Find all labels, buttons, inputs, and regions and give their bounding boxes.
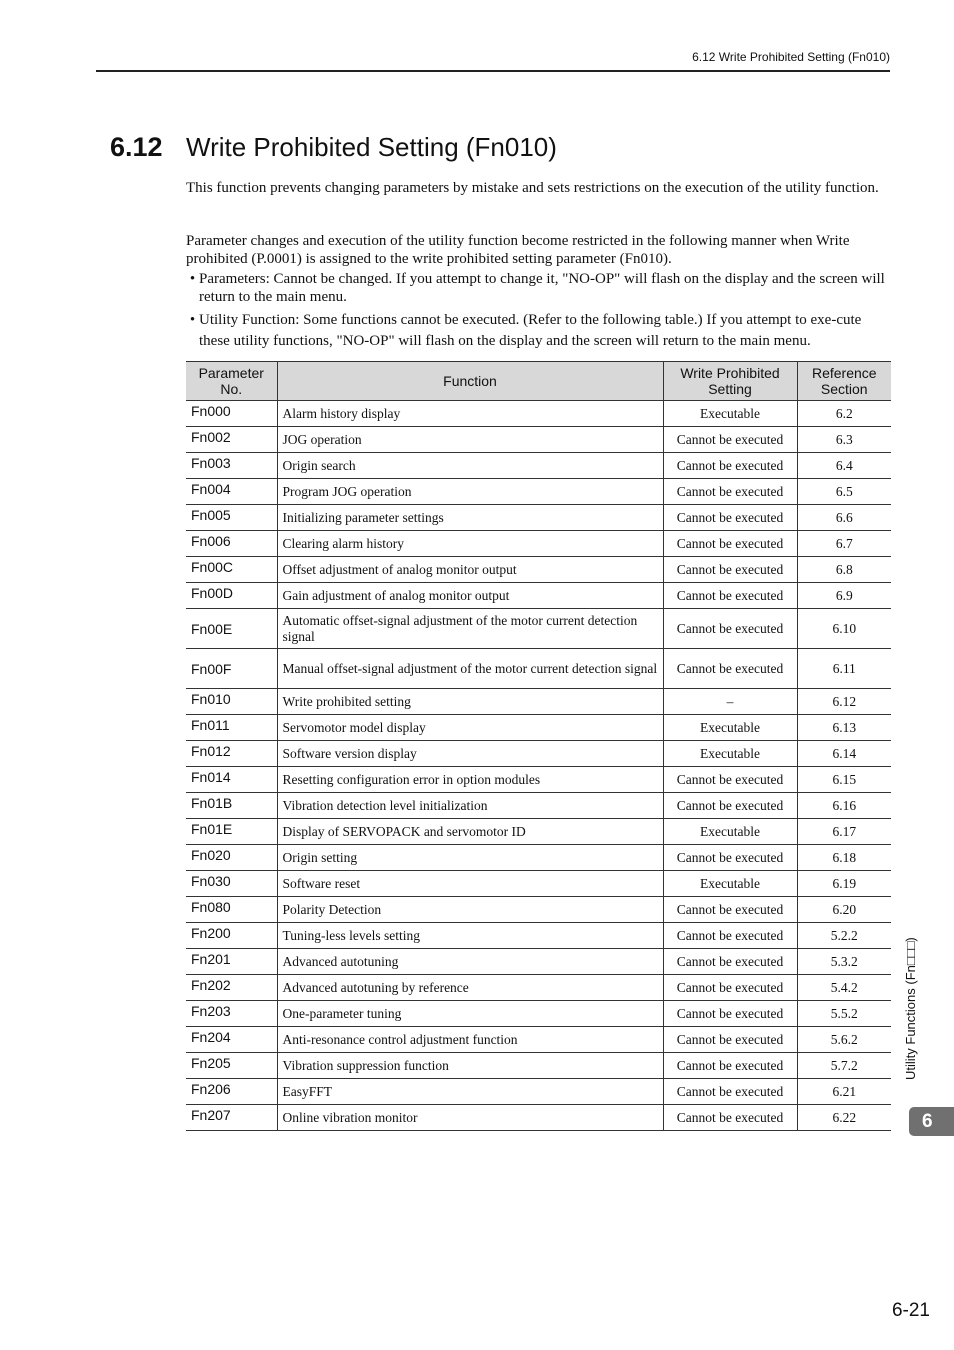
write-prohibited-cell: Cannot be executed xyxy=(663,531,797,557)
parameter-no-cell: Fn00E xyxy=(186,609,277,649)
write-prohibited-cell: Cannot be executed xyxy=(663,897,797,923)
header-rule xyxy=(96,70,890,72)
write-prohibited-cell: Executable xyxy=(663,871,797,897)
parameter-no-cell: Fn00D xyxy=(186,583,277,609)
bullet-text: Utility Function: Some functions cannot be executed. (Refer to the following table.) If you attempt to exe-cute these utility functions, "NO-OP" will flash on the display and the screen will return to the main menu. xyxy=(199,312,862,349)
parameter-no-cell: Fn012 xyxy=(186,741,277,767)
parameter-no-cell: Fn004 xyxy=(186,479,277,505)
header-reference-section: Reference Section xyxy=(797,362,891,401)
write-prohibited-cell: Cannot be executed xyxy=(663,1001,797,1027)
function-cell: Software reset xyxy=(277,871,663,897)
parameter-no-cell: Fn202 xyxy=(186,975,277,1001)
table-row xyxy=(186,531,891,557)
reference-section-cell: 5.3.2 xyxy=(797,949,891,975)
parameter-no-cell: Fn00F xyxy=(186,649,277,689)
function-cell: Software version display xyxy=(277,741,663,767)
table-row xyxy=(186,1105,891,1131)
table-row xyxy=(186,1079,891,1105)
table-row xyxy=(186,897,891,923)
function-cell: Program JOG operation xyxy=(277,479,663,505)
write-prohibited-cell: Cannot be executed xyxy=(663,923,797,949)
function-cell: Vibration suppression function xyxy=(277,1053,663,1079)
table-row xyxy=(186,949,891,975)
table-row xyxy=(186,401,891,427)
function-cell: Origin setting xyxy=(277,845,663,871)
function-cell: Resetting configuration error in option modules xyxy=(277,767,663,793)
table-row xyxy=(186,427,891,453)
write-prohibited-cell: Cannot be executed xyxy=(663,609,797,649)
parameter-no-cell: Fn020 xyxy=(186,845,277,871)
parameter-no-cell: Fn01B xyxy=(186,793,277,819)
reference-section-cell: 6.7 xyxy=(797,531,891,557)
function-cell: Display of SERVOPACK and servomotor ID xyxy=(277,819,663,845)
parameter-no-cell: Fn011 xyxy=(186,715,277,741)
function-cell: Alarm history display xyxy=(277,401,663,427)
function-cell: Automatic offset-signal adjustment of the motor current detection signal xyxy=(277,609,663,649)
reference-section-cell: 6.5 xyxy=(797,479,891,505)
parameter-no-cell: Fn205 xyxy=(186,1053,277,1079)
header-function: Function xyxy=(277,362,663,401)
parameter-no-cell: Fn030 xyxy=(186,871,277,897)
reference-section-cell: 6.2 xyxy=(797,401,891,427)
reference-section-cell: 6.8 xyxy=(797,557,891,583)
reference-section-cell: 6.16 xyxy=(797,793,891,819)
section-title: Write Prohibited Setting (Fn010) xyxy=(186,132,557,162)
function-cell: Offset adjustment of analog monitor output xyxy=(277,557,663,583)
function-cell: Manual offset-signal adjustment of the motor current detection signal xyxy=(277,649,663,689)
section-number: 6.12 xyxy=(110,132,163,162)
parameter-no-cell: Fn000 xyxy=(186,401,277,427)
parameter-no-cell: Fn206 xyxy=(186,1079,277,1105)
table-body xyxy=(186,401,891,1131)
table-row xyxy=(186,767,891,793)
function-cell: Servomotor model display xyxy=(277,715,663,741)
parameter-no-cell: Fn003 xyxy=(186,453,277,479)
table-row xyxy=(186,1001,891,1027)
table-row xyxy=(186,871,891,897)
restriction-paragraph: Parameter changes and execution of the utility function become restricted in the following manner when Write prohibited (P.0001) is assigned to the write prohibited setting parameter (Fn010). xyxy=(186,233,850,267)
reference-section-cell: 5.5.2 xyxy=(797,1001,891,1027)
reference-section-cell: 6.13 xyxy=(797,715,891,741)
function-cell: Tuning-less levels setting xyxy=(277,923,663,949)
reference-section-cell: 5.2.2 xyxy=(797,923,891,949)
function-cell: Write prohibited setting xyxy=(277,689,663,715)
parameter-no-cell: Fn207 xyxy=(186,1105,277,1131)
reference-section-cell: 6.15 xyxy=(797,767,891,793)
write-prohibited-cell: Cannot be executed xyxy=(663,649,797,689)
header-parameter-no: Parameter No. xyxy=(186,362,277,401)
write-prohibited-cell: Cannot be executed xyxy=(663,479,797,505)
table-row xyxy=(186,583,891,609)
table-row xyxy=(186,1053,891,1079)
write-prohibited-cell: Cannot be executed xyxy=(663,505,797,531)
reference-section-cell: 6.19 xyxy=(797,871,891,897)
write-prohibited-cell: Executable xyxy=(663,401,797,427)
table-row xyxy=(186,845,891,871)
function-cell: Origin search xyxy=(277,453,663,479)
reference-section-cell: 5.4.2 xyxy=(797,975,891,1001)
write-prohibited-cell: Cannot be executed xyxy=(663,793,797,819)
section-heading xyxy=(110,132,557,163)
chapter-tab: 6 xyxy=(909,1107,954,1136)
parameter-no-cell: Fn002 xyxy=(186,427,277,453)
function-cell: Online vibration monitor xyxy=(277,1105,663,1131)
reference-section-cell: 5.7.2 xyxy=(797,1053,891,1079)
function-cell: Vibration detection level initialization xyxy=(277,793,663,819)
table-row xyxy=(186,505,891,531)
table-row xyxy=(186,715,891,741)
reference-section-cell: 6.3 xyxy=(797,427,891,453)
table-row xyxy=(186,923,891,949)
reference-section-cell: 6.21 xyxy=(797,1079,891,1105)
write-prohibited-cell: Cannot be executed xyxy=(663,1105,797,1131)
reference-section-cell: 6.17 xyxy=(797,819,891,845)
reference-section-cell: 6.18 xyxy=(797,845,891,871)
write-prohibited-cell: Cannot be executed xyxy=(663,1027,797,1053)
bullet-utility-function xyxy=(186,310,890,352)
parameter-no-cell: Fn200 xyxy=(186,923,277,949)
function-cell: JOG operation xyxy=(277,427,663,453)
write-prohibited-cell: Cannot be executed xyxy=(663,453,797,479)
parameter-no-cell: Fn00C xyxy=(186,557,277,583)
write-prohibited-cell: Cannot be executed xyxy=(663,1079,797,1105)
function-cell: Polarity Detection xyxy=(277,897,663,923)
write-prohibited-cell: Executable xyxy=(663,819,797,845)
chapter-side-label: Utility Functions (Fn□□□) xyxy=(903,937,918,1080)
parameter-no-cell: Fn203 xyxy=(186,1001,277,1027)
reference-section-cell: 6.10 xyxy=(797,609,891,649)
write-prohibited-cell: – xyxy=(663,689,797,715)
function-cell: Gain adjustment of analog monitor output xyxy=(277,583,663,609)
parameter-no-cell: Fn01E xyxy=(186,819,277,845)
parameter-no-cell: Fn010 xyxy=(186,689,277,715)
function-cell: One-parameter tuning xyxy=(277,1001,663,1027)
reference-section-cell: 6.12 xyxy=(797,689,891,715)
bullet-marker: • xyxy=(189,271,196,287)
function-cell: Advanced autotuning xyxy=(277,949,663,975)
function-cell: Advanced autotuning by reference xyxy=(277,975,663,1001)
table-row xyxy=(186,975,891,1001)
table-row xyxy=(186,793,891,819)
function-cell: Anti-resonance control adjustment function xyxy=(277,1027,663,1053)
parameter-no-cell: Fn014 xyxy=(186,767,277,793)
reference-section-cell: 6.22 xyxy=(797,1105,891,1131)
running-head: 6.12 Write Prohibited Setting (Fn010) xyxy=(692,50,890,64)
page-number: 6-21 xyxy=(891,1300,930,1321)
function-cell: Initializing parameter settings xyxy=(277,505,663,531)
bullet-text: Parameters: Cannot be changed. If you attempt to change it, "NO-OP" will flash on the display and the screen will return to the main menu. xyxy=(199,271,885,305)
reference-section-cell: 5.6.2 xyxy=(797,1027,891,1053)
table-row xyxy=(186,689,891,715)
reference-section-cell: 6.4 xyxy=(797,453,891,479)
write-prohibited-cell: Cannot be executed xyxy=(663,767,797,793)
table-row xyxy=(186,1027,891,1053)
write-prohibited-cell: Cannot be executed xyxy=(663,845,797,871)
write-prohibited-cell: Cannot be executed xyxy=(663,427,797,453)
table-row xyxy=(186,741,891,767)
table-row xyxy=(186,479,891,505)
table-row xyxy=(186,609,891,649)
function-cell: Clearing alarm history xyxy=(277,531,663,557)
write-prohibited-cell: Cannot be executed xyxy=(663,557,797,583)
table-row xyxy=(186,557,891,583)
parameter-no-cell: Fn201 xyxy=(186,949,277,975)
parameter-no-cell: Fn006 xyxy=(186,531,277,557)
parameter-no-cell: Fn080 xyxy=(186,897,277,923)
reference-section-cell: 6.6 xyxy=(797,505,891,531)
write-prohibited-cell: Cannot be executed xyxy=(663,1053,797,1079)
reference-section-cell: 6.14 xyxy=(797,741,891,767)
write-prohibited-cell: Cannot be executed xyxy=(663,975,797,1001)
table-row xyxy=(186,649,891,689)
table-row xyxy=(186,819,891,845)
write-prohibited-cell: Cannot be executed xyxy=(663,949,797,975)
header-write-prohibited: Write Prohibited Setting xyxy=(663,362,797,401)
table-header-row xyxy=(186,362,891,401)
reference-section-cell: 6.9 xyxy=(797,583,891,609)
write-prohibited-cell: Cannot be executed xyxy=(663,583,797,609)
function-cell: EasyFFT xyxy=(277,1079,663,1105)
write-prohibited-cell: Executable xyxy=(663,741,797,767)
parameter-no-cell: Fn204 xyxy=(186,1027,277,1053)
parameter-no-cell: Fn005 xyxy=(186,505,277,531)
write-prohibited-cell: Executable xyxy=(663,715,797,741)
intro-paragraph: This function prevents changing parameters by mistake and sets restrictions on the execution of the utility function. xyxy=(186,180,879,196)
reference-section-cell: 6.11 xyxy=(797,649,891,689)
write-prohibited-table xyxy=(186,361,891,1131)
bullet-marker: • xyxy=(189,312,196,328)
reference-section-cell: 6.20 xyxy=(797,897,891,923)
bullet-parameters xyxy=(186,271,890,306)
table-row xyxy=(186,453,891,479)
